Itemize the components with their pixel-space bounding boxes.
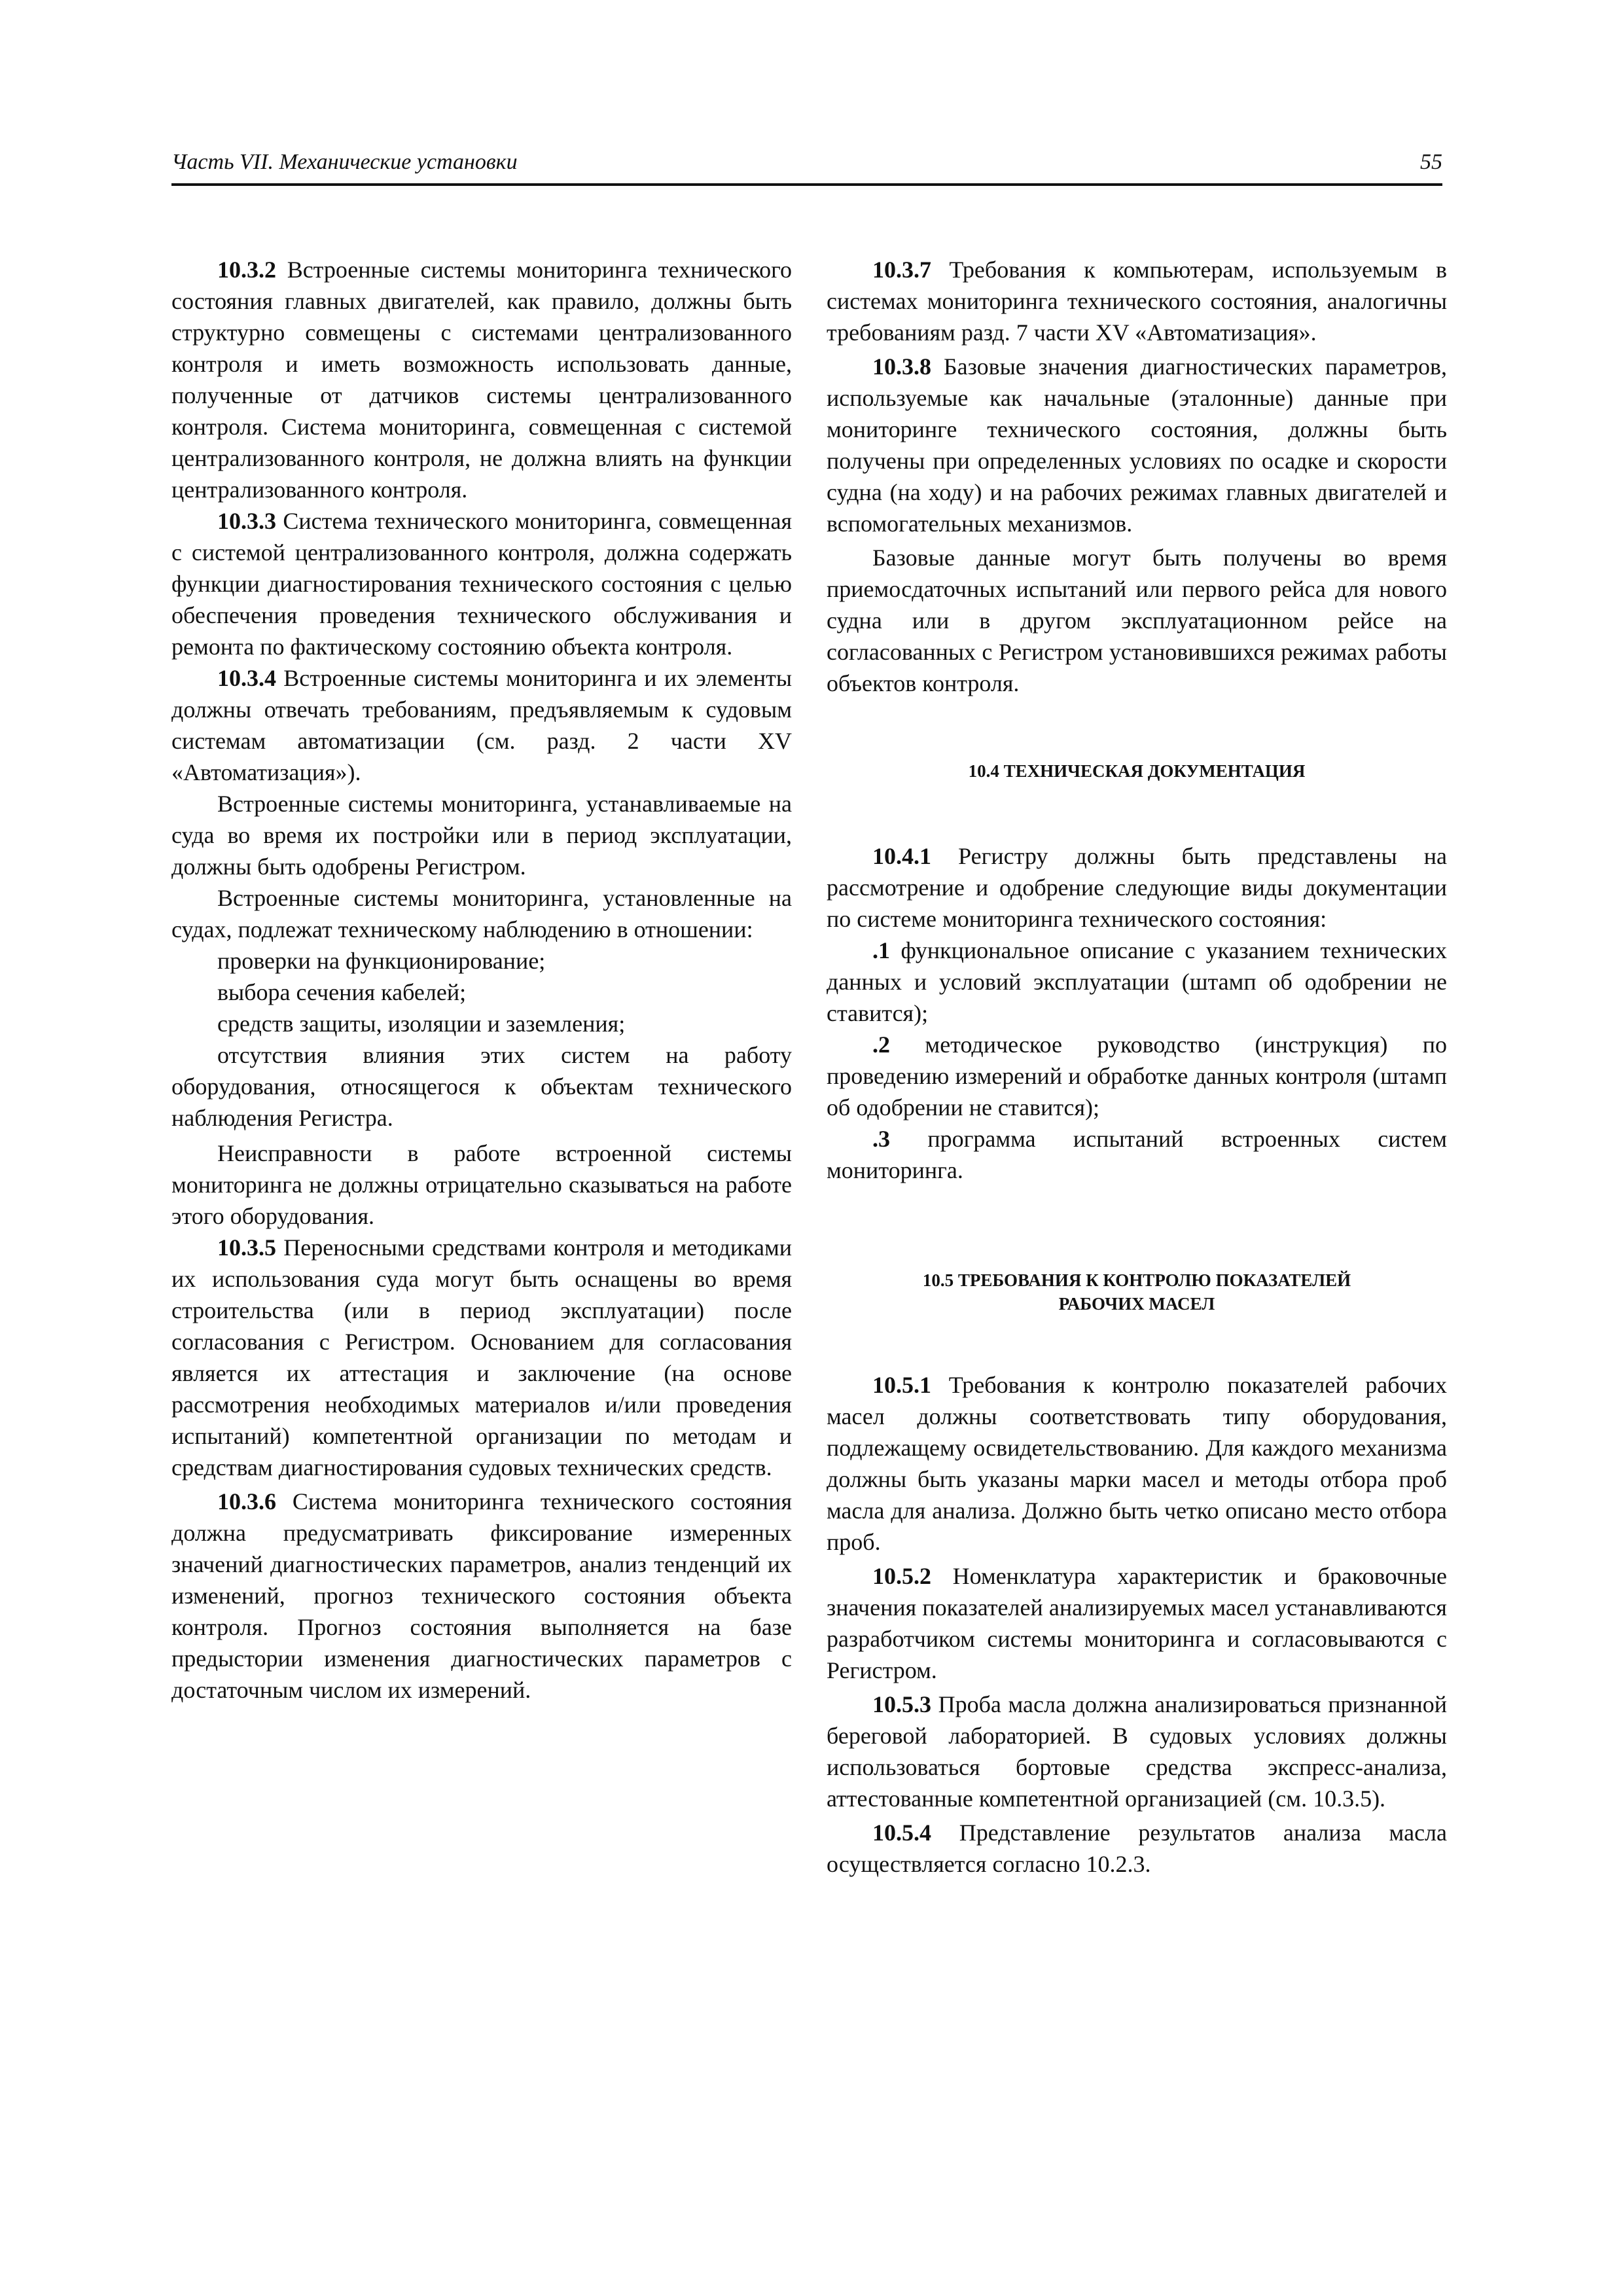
- paragraph-text: Встроенные системы мониторинга технического состояния главных двигателей, как правило, должны быть структурно совмещены с системами централизованного контроля и иметь возможность использовать данные, полученные от датчиков системы централизованного контроля. Система мониторинга, совмещенная с системой централизованного контроля, не должна влиять на функции централизованного контроля.: [171, 257, 792, 503]
- section-number: 10.5.2: [872, 1563, 931, 1589]
- list-item: средств защиты, изоляции и заземления;: [217, 1011, 626, 1037]
- page-number: 55: [1420, 150, 1442, 174]
- section-number: 10.3.4: [217, 665, 276, 691]
- paragraph: Базовые данные могут быть получены во время приемосдаточных испытаний или первого рейса для нового судна или в другом эксплуатационном рейсе на согласованных с Регистром установившихся режимах работы объектов контроля.: [827, 545, 1447, 696]
- paragraph-text: Встроенные системы мониторинга и их элементы должны отвечать требованиям, предъявляемым к судовым системам автоматизации (см. разд. 2 части XV «Автоматизация»).: [171, 665, 793, 785]
- section-number: 10.3.2: [217, 257, 276, 283]
- paragraph-10-5-4: [827, 1817, 1447, 1880]
- paragraph-10-3-3: [171, 505, 792, 662]
- section-number: 10.3.3: [217, 508, 276, 534]
- paragraph: Встроенные системы мониторинга, установленные на судах, подлежат техническому наблюдению в отношении:: [171, 885, 792, 942]
- paragraph-text: Требования к компьютерам, используемым в системах мониторинга технического состояния, аналогичны требованиям разд. 7 части XV «Автоматизация».: [827, 257, 1448, 346]
- paragraph-text: Регистру должны быть представлены на рассмотрение и одобрение следующие виды документации по системе мониторинга технического состояния:: [827, 843, 1447, 932]
- list-item-3: [827, 1123, 1447, 1186]
- section-number: 10.5.4: [872, 1820, 931, 1846]
- section-number: 10.3.7: [872, 257, 931, 283]
- paragraph-text: Проба масла должна анализироваться признанной береговой лабораторией. В судовых условиях должны использоваться бортовые средства экспресс-анализа, аттестованные компетентной организацией (см. 10.3.5).: [827, 1691, 1447, 1812]
- paragraph-10-3-5: [171, 1232, 792, 1483]
- section-number: 10.3.8: [872, 353, 931, 380]
- item-text: методическое руководство (инструкция) по проведению измерений и обработке данных контроля (штамп об одобрении не ставится);: [827, 1031, 1447, 1121]
- item-number: .2: [872, 1031, 890, 1058]
- paragraph-text: Требования к контролю показателей рабочих масел должны соответствовать типу оборудования, подлежащему освидетельствованию. Для каждого механизма должны быть указаны марки масел и методы отбора проб масла для анализа. Должно быть четко описано место отбора проб.: [827, 1372, 1448, 1555]
- section-number: 10.5.1: [872, 1372, 931, 1398]
- paragraph-text: Система мониторинга технического состояния должна предусматривать фиксирование измеренных значений диагностических параметров, анализ тенденций их изменений, прогноз технического состояния объекта контроля. Прогноз состояния выполняется на базе предыстории изменения диагностических параметров с достаточным числом их измерений.: [171, 1488, 792, 1703]
- section-number: 10.4.1: [872, 843, 931, 869]
- paragraph-text: Базовые значения диагностических параметров, используемые как начальные (эталонные) данные при мониторинге технического состояния, должны быть получены при определенных условиях по осадке и скорости судна (на ходу) и на рабочих режимах главных двигателей и вспомогательных механизмов.: [827, 353, 1448, 537]
- paragraph-10-3-6: [171, 1486, 792, 1706]
- left-column: [171, 254, 792, 1706]
- list-item-1: [827, 935, 1447, 1029]
- heading-line: 10.5 ТРЕБОВАНИЯ К КОНТРОЛЮ ПОКАЗАТЕЛЕЙ: [922, 1270, 1351, 1290]
- paragraph: Встроенные системы мониторинга, устанавливаемые на суда во время их постройки или в период эксплуатации, должны быть одобрены Регистром.: [171, 791, 792, 880]
- paragraph-10-5-2: [827, 1560, 1447, 1686]
- paragraph-10-3-2: [171, 254, 792, 505]
- paragraph-text: Представление результатов анализа масла осуществляется согласно 10.2.3.: [827, 1820, 1447, 1877]
- right-column: [827, 254, 1447, 1880]
- heading-line: РАБОЧИХ МАСЕЛ: [1058, 1294, 1215, 1314]
- item-number: .1: [872, 937, 890, 963]
- paragraph-10-3-7: [827, 254, 1447, 348]
- list-item-2: [827, 1029, 1447, 1123]
- paragraph-10-3-8: [827, 351, 1447, 539]
- paragraph-text: Номенклатура характеристик и браковочные значения показателей анализируемых масел устанавливаются разработчиком системы мониторинга и согласовываются с Регистром.: [827, 1563, 1447, 1683]
- part-title: Часть VII. Механические установки: [171, 150, 518, 174]
- paragraph-10-5-3: [827, 1689, 1447, 1814]
- paragraph-10-5-1: [827, 1369, 1447, 1558]
- paragraph-10-4-1: [827, 840, 1447, 935]
- item-text: программа испытаний встроенных систем мониторинга.: [827, 1126, 1447, 1183]
- paragraph-text: Переносными средствами контроля и методиками их использования суда могут быть оснащены во время строительства (или в период эксплуатации) после согласования с Регистром. Основанием для согласования является их аттестация и заключение (на основе рассмотрения необходимых материалов и/или проведения испытаний) компетентной организации по методам и средствам диагностирования судовых технических средств.: [171, 1234, 792, 1480]
- section-number: 10.3.6: [217, 1488, 276, 1515]
- section-heading-10-5: [827, 1268, 1447, 1316]
- section-heading-10-4: 10.4 ТЕХНИЧЕСКАЯ ДОКУМЕНТАЦИЯ: [968, 761, 1306, 781]
- running-head: [171, 149, 1442, 186]
- section-number: 10.3.5: [217, 1234, 276, 1261]
- item-number: .3: [872, 1126, 890, 1152]
- list-item: выбора сечения кабелей;: [217, 979, 467, 1005]
- list-item: отсутствия влияния этих систем на работу оборудования, относящегося к объектам технического наблюдения Регистра.: [171, 1042, 792, 1131]
- list-item: проверки на функционирование;: [217, 948, 546, 974]
- paragraph-text: Система технического мониторинга, совмещенная с системой централизованного контроля, должна содержать функции диагностирования технического состояния с целью обеспечения проведения технического обслуживания и ремонта по фактическому состоянию объекта контроля.: [171, 508, 792, 660]
- item-text: функциональное описание с указанием технических данных и условий эксплуатации (штамп об одобрении не ставится);: [827, 937, 1447, 1026]
- paragraph-10-3-4: [171, 662, 792, 788]
- paragraph: Неисправности в работе встроенной системы мониторинга не должны отрицательно сказываться на работе этого оборудования.: [171, 1140, 792, 1229]
- section-number: 10.5.3: [872, 1691, 931, 1717]
